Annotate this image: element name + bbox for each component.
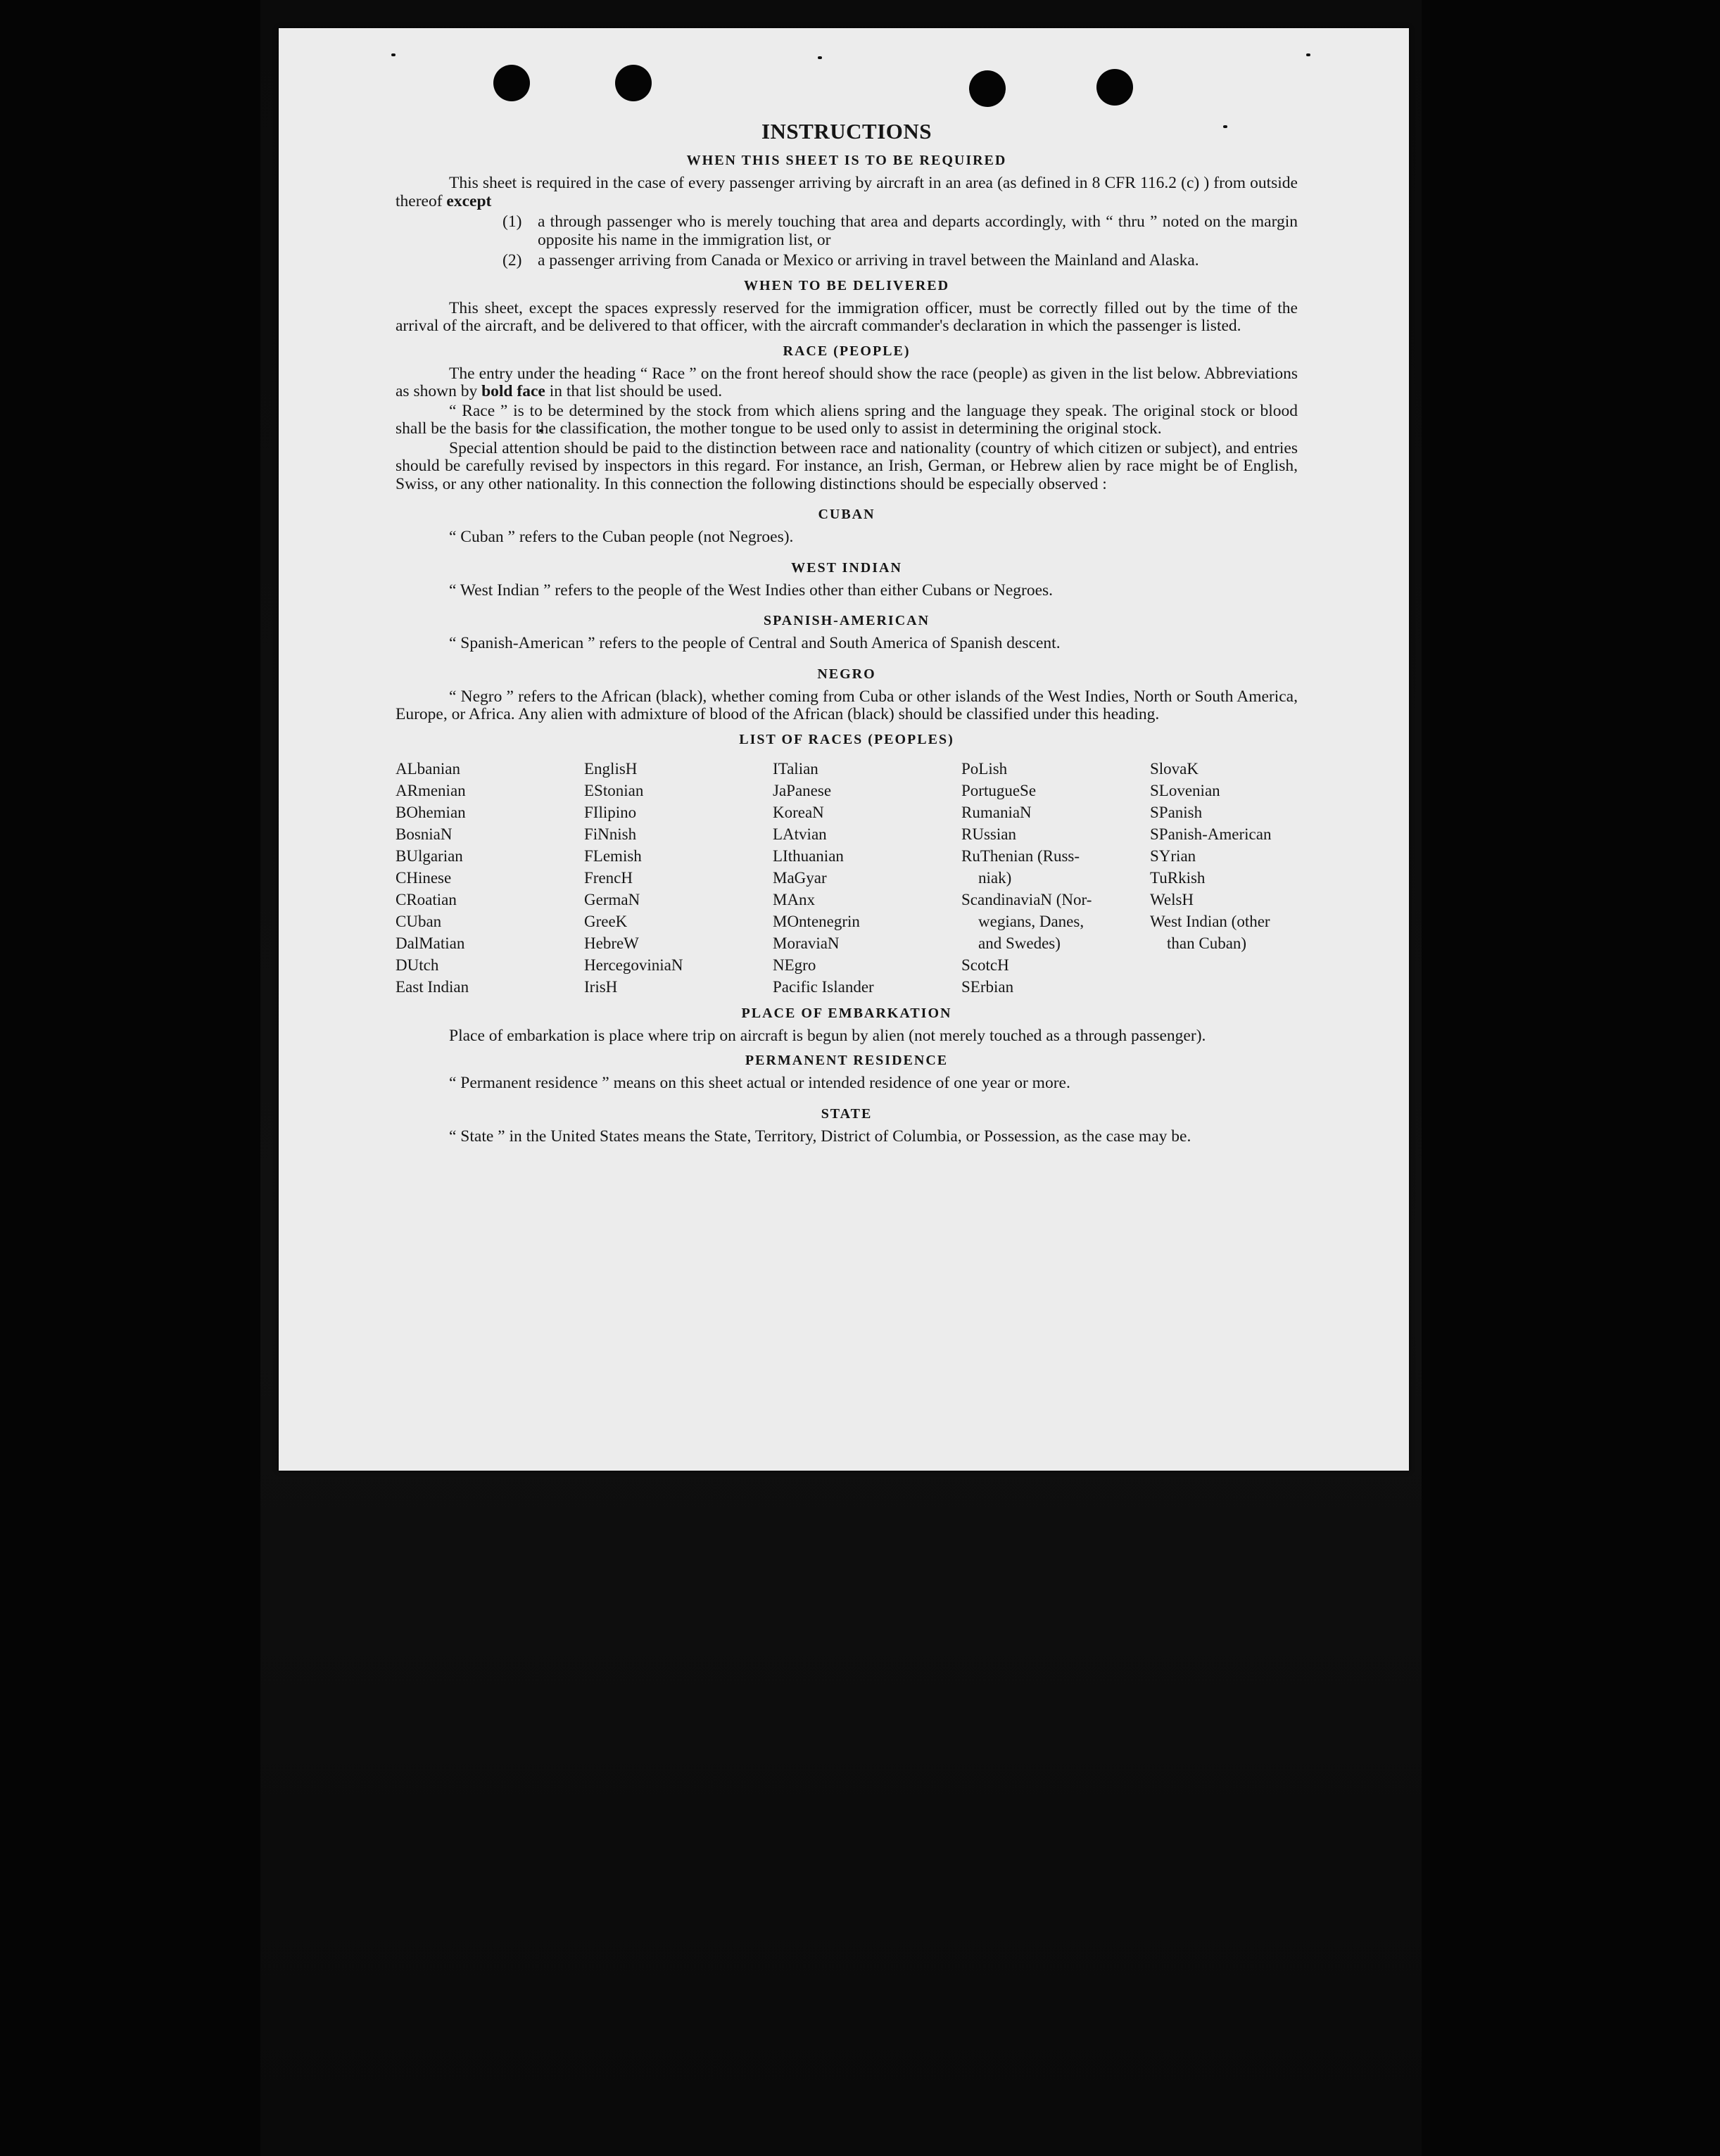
- race-entry: niak): [978, 868, 1012, 887]
- race-entry: CUban: [396, 912, 442, 930]
- race-entry: ScotcH: [961, 956, 1009, 974]
- races-column: [773, 758, 961, 998]
- race-entry: SYrian: [1150, 846, 1196, 865]
- races-column: [1150, 758, 1298, 998]
- races-column: [584, 758, 773, 998]
- race-p1-a: The entry under the heading “ Race ” on the front hereof should show the race (people) as given in the list below. Abbreviations as shown by: [396, 364, 1298, 400]
- race-entry: wegians, Danes,: [978, 912, 1085, 930]
- race-entry: SPanish-American: [1150, 825, 1272, 843]
- race-entry: SPanish: [1150, 803, 1203, 821]
- list-item-number: (2): [502, 251, 522, 270]
- punch-hole: [1096, 69, 1133, 106]
- race-entry: DUtch: [396, 956, 439, 974]
- heading-west-indian: WEST INDIAN: [791, 559, 902, 576]
- when-required-except: except: [446, 191, 492, 210]
- race-entry: MaGyar: [773, 868, 827, 887]
- race-entry: SLovenian: [1150, 781, 1220, 799]
- race-entry: PoLish: [961, 759, 1008, 778]
- race-entry: FIlipino: [584, 803, 637, 821]
- scan-speck: [1306, 53, 1310, 56]
- race-entry: FrencH: [584, 868, 633, 887]
- race-entry: DalMatian: [396, 934, 465, 952]
- race-entry: IrisH: [584, 977, 618, 996]
- races-column: [396, 758, 584, 998]
- race-entry: KoreaN: [773, 803, 824, 821]
- race-entry: JaPanese: [773, 781, 832, 799]
- list-item-number: (1): [502, 213, 522, 231]
- list-item: [396, 213, 1298, 249]
- heading-place-of-embarkation: PLACE OF EMBARKATION: [741, 1005, 952, 1021]
- instructions-content: [396, 118, 1298, 1147]
- race-entry: GermaN: [584, 890, 640, 908]
- punch-hole: [615, 65, 652, 101]
- race-entry: LAtvian: [773, 825, 827, 843]
- race-entry: West Indian (other: [1150, 912, 1270, 930]
- paragraph-race-2: “ Race ” is to be determined by the stock from which aliens spring and the language they speak. The original stock or blood shall be the basis for the classification, the mother tongue to be used only to assist in determining the original stock.: [396, 401, 1298, 438]
- race-entry: PortugueSe: [961, 781, 1037, 799]
- heading-race: RACE (PEOPLE): [783, 343, 911, 359]
- paragraph-cuban: “ Cuban ” refers to the Cuban people (not Negroes).: [449, 528, 794, 546]
- page-title: INSTRUCTIONS: [761, 119, 932, 144]
- race-entry: ARmenian: [396, 781, 466, 799]
- race-entry: FiNnish: [584, 825, 637, 843]
- race-entry: MAnx: [773, 890, 816, 908]
- race-entry: WelsH: [1150, 890, 1194, 908]
- race-entry: TuRkish: [1150, 868, 1206, 887]
- race-entry: ITalian: [773, 759, 818, 778]
- heading-spanish-american: SPANISH-AMERICAN: [763, 613, 930, 628]
- paragraph-race-3: Special attention should be paid to the distinction between race and nationality (country of which citizen or subject), and entries should be carefully revised by inspectors in this regard. For instance, an Irish, German, or Hebrew alien by race might be of English, Swiss, or any other nationality. In this connection the following distinctions should be especially observed :: [396, 438, 1298, 493]
- race-entry: MOntenegrin: [773, 912, 860, 930]
- paragraph-when-delivered: This sheet, except the spaces expressly reserved for the immigration officer, must be correctly filled out by the time of the arrival of the aircraft, and be delivered to that officer, with the aircraft commander's declaration in which the passenger is listed.: [396, 298, 1298, 335]
- race-entry: Pacific Islander: [773, 977, 874, 996]
- list-item: [396, 252, 1298, 270]
- race-entry: CHinese: [396, 868, 452, 887]
- when-required-intro: This sheet is required in the case of every passenger arriving by aircraft in an area (as defined in 8 CFR 116.2 (c) ) from outside thereof: [396, 174, 1298, 210]
- race-entry: and Swedes): [978, 934, 1061, 952]
- race-p1-b: in that list should be used.: [549, 382, 723, 400]
- paragraph-state: “ State ” in the United States means the State, Territory, District of Columbia, or Possession, as the case may be.: [449, 1127, 1191, 1146]
- race-entry: SlovaK: [1150, 759, 1199, 778]
- race-entry: East Indian: [396, 977, 469, 996]
- race-entry: FLemish: [584, 846, 642, 865]
- paragraph-race-1: [396, 365, 1298, 401]
- race-entry: than Cuban): [1167, 934, 1247, 952]
- paragraph-spanish-american: “ Spanish-American ” refers to the people of Central and South America of Spanish descent.: [449, 634, 1061, 652]
- punch-hole: [493, 65, 530, 101]
- punch-hole: [969, 70, 1006, 107]
- races-list: [396, 758, 1298, 998]
- race-entry: MoraviaN: [773, 934, 840, 952]
- scan-speck: [391, 53, 396, 56]
- race-entry: NEgro: [773, 956, 816, 974]
- heading-list-of-races: LIST OF RACES (PEOPLES): [739, 731, 954, 747]
- race-entry: EStonian: [584, 781, 644, 799]
- heading-cuban: CUBAN: [818, 507, 875, 522]
- race-entry: BOhemian: [396, 803, 466, 821]
- race-entry: SErbian: [961, 977, 1014, 996]
- race-entry: HebreW: [584, 934, 639, 952]
- paragraph-when-required: [396, 175, 1298, 210]
- race-entry: ScandinaviaN (Nor-: [961, 890, 1092, 908]
- heading-permanent-residence: PERMANENT RESIDENCE: [745, 1053, 949, 1068]
- heading-when-required: WHEN THIS SHEET IS TO BE REQUIRED: [686, 153, 1007, 168]
- race-entry: CRoatian: [396, 890, 457, 908]
- heading-when-delivered: WHEN TO BE DELIVERED: [743, 277, 950, 293]
- document-page: [279, 28, 1409, 1471]
- scan-speck: [818, 56, 822, 59]
- race-entry: LIthuanian: [773, 846, 844, 865]
- race-bold-face: bold face: [481, 382, 545, 400]
- races-column: [961, 758, 1150, 998]
- race-entry: ALbanian: [396, 759, 460, 778]
- paragraph-negro: “ Negro ” refers to the African (black), whether coming from Cuba or other islands of the West Indies, North or South America, Europe, or Africa. Any alien with admixture of blood of the African (black) should be classified under this heading.: [396, 687, 1298, 723]
- heading-state: STATE: [821, 1105, 873, 1122]
- race-entry: HercegoviniaN: [584, 956, 683, 974]
- race-entry: EnglisH: [584, 759, 638, 778]
- paragraph-west-indian: “ West Indian ” refers to the people of the West Indies other than either Cubans or Negroes.: [449, 581, 1054, 600]
- paragraph-permanent-residence: “ Permanent residence ” means on this sheet actual or intended residence of one year or more.: [449, 1074, 1070, 1092]
- race-entry: BosniaN: [396, 825, 453, 843]
- paragraph-place-of-embarkation: Place of embarkation is place where trip on aircraft is begun by alien (not merely touched as a through passenger).: [449, 1026, 1206, 1045]
- race-entry: RumaniaN: [961, 803, 1032, 821]
- race-entry: RUssian: [961, 825, 1016, 843]
- heading-negro: NEGRO: [817, 666, 876, 682]
- race-entry: BUlgarian: [396, 846, 463, 865]
- race-entry: RuThenian (Russ-: [961, 846, 1080, 865]
- list-item-text: a through passenger who is merely touching that area and departs accordingly, with “ thru ” noted on the margin opposite his name in the immigration list, or: [538, 213, 1298, 249]
- list-item-text: a passenger arriving from Canada or Mexico or arriving in travel between the Mainland and Alaska.: [538, 251, 1199, 270]
- race-entry: GreeK: [584, 912, 628, 930]
